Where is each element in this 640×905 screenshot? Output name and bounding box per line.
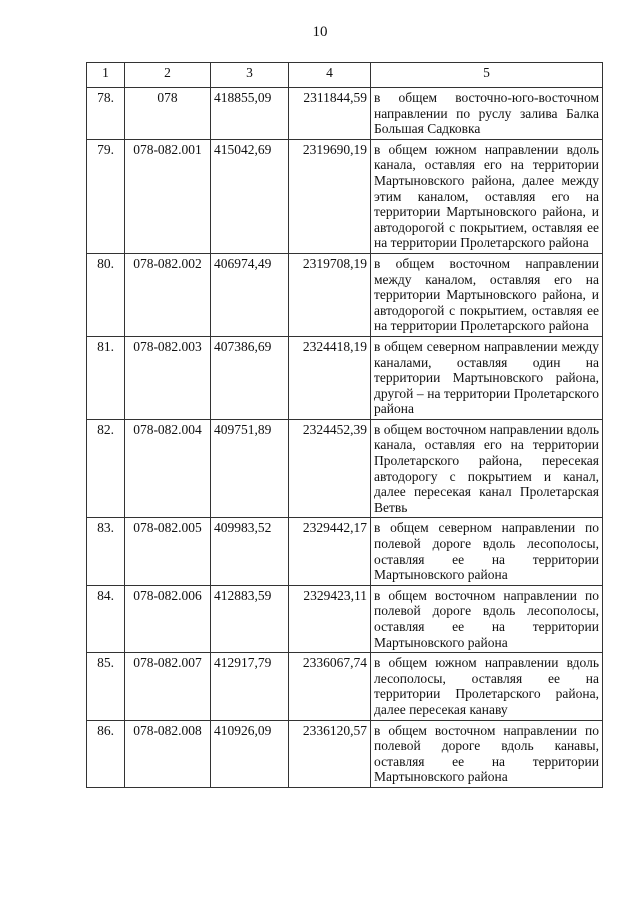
- column-header-number: 1: [87, 63, 125, 88]
- table-row: [87, 419, 603, 518]
- column-header-description: 5: [371, 63, 603, 88]
- row-number: 79.: [87, 139, 125, 253]
- boundary-description: в общем северном направлении между каналами, оставляя один на территории Мартыновского района, другой – на территории Пролетарского района: [371, 336, 603, 419]
- table-row: [87, 720, 603, 787]
- coordinate-y: 2336067,74: [289, 653, 371, 720]
- table-row: [87, 139, 603, 253]
- coordinate-x: 406974,49: [211, 253, 289, 336]
- coordinate-x: 418855,09: [211, 88, 289, 140]
- row-number: 83.: [87, 518, 125, 585]
- table-row: [87, 88, 603, 140]
- boundary-description: в общем южном направлении вдоль канала, оставляя его на территории Мартыновского района, далее между этим каналом, оставляя его на территории Мартыновского района, и автодорогой с покрытием, оставляя ее на территории Пролетарского района: [371, 139, 603, 253]
- coordinate-x: 407386,69: [211, 336, 289, 419]
- boundary-description: в общем восточно-юго-восточном направлении по руслу залива Балка Большая Садковка: [371, 88, 603, 140]
- point-code: 078-082.001: [125, 139, 211, 253]
- point-code: 078-082.005: [125, 518, 211, 585]
- coordinate-y: 2311844,59: [289, 88, 371, 140]
- table-row: [87, 585, 603, 652]
- point-code: 078-082.006: [125, 585, 211, 652]
- column-header-code: 2: [125, 63, 211, 88]
- coordinate-x: 412883,59: [211, 585, 289, 652]
- table-row: [87, 253, 603, 336]
- page-number: 10: [312, 24, 328, 40]
- point-code: 078: [125, 88, 211, 140]
- row-number: 84.: [87, 585, 125, 652]
- row-number: 85.: [87, 653, 125, 720]
- boundary-description: в общем восточном направлении по полевой дороге вдоль лесополосы, оставляя ее на территории Мартыновского района: [371, 585, 603, 652]
- point-code: 078-082.004: [125, 419, 211, 518]
- table-row: [87, 653, 603, 720]
- coordinate-x: 409983,52: [211, 518, 289, 585]
- row-number: 78.: [87, 88, 125, 140]
- boundary-description: в общем южном направлении вдоль лесополосы, оставляя ее на территории Пролетарского района, далее пересекая канаву: [371, 653, 603, 720]
- coordinate-y: 2329442,17: [289, 518, 371, 585]
- boundary-description: в общем восточном направлении вдоль канала, оставляя его на территории Пролетарского района, пересекая автодорогу с покрытием и канал, далее пересекая канал Пролетарская Ветвь: [371, 419, 603, 518]
- coordinate-y: 2324452,39: [289, 419, 371, 518]
- coordinate-y: 2336120,57: [289, 720, 371, 787]
- row-number: 80.: [87, 253, 125, 336]
- table-row: [87, 336, 603, 419]
- boundary-description: в общем восточном направлении между каналом, оставляя его на территории Мартыновского района, и автодорогой с покрытием, оставляя ее на территории Пролетарского района: [371, 253, 603, 336]
- coordinate-y: 2319690,19: [289, 139, 371, 253]
- point-code: 078-082.002: [125, 253, 211, 336]
- point-code: 078-082.007: [125, 653, 211, 720]
- coordinate-x: 409751,89: [211, 419, 289, 518]
- column-header-x: 3: [211, 63, 289, 88]
- coordinate-x: 410926,09: [211, 720, 289, 787]
- coordinate-y: 2319708,19: [289, 253, 371, 336]
- coordinate-y: 2329423,11: [289, 585, 371, 652]
- coordinate-y: 2324418,19: [289, 336, 371, 419]
- row-number: 82.: [87, 419, 125, 518]
- row-number: 81.: [87, 336, 125, 419]
- point-code: 078-082.003: [125, 336, 211, 419]
- boundary-description: в общем северном направлении по полевой дороге вдоль лесополосы, оставляя ее на территории Мартыновского района: [371, 518, 603, 585]
- coordinate-x: 415042,69: [211, 139, 289, 253]
- table-header-row: [87, 63, 603, 88]
- boundary-description: в общем восточном направлении по полевой дороге вдоль канавы, оставляя ее на территории Мартыновского района: [371, 720, 603, 787]
- table-row: [87, 518, 603, 585]
- point-code: 078-082.008: [125, 720, 211, 787]
- row-number: 86.: [87, 720, 125, 787]
- boundary-table: [86, 62, 603, 788]
- coordinate-x: 412917,79: [211, 653, 289, 720]
- column-header-y: 4: [289, 63, 371, 88]
